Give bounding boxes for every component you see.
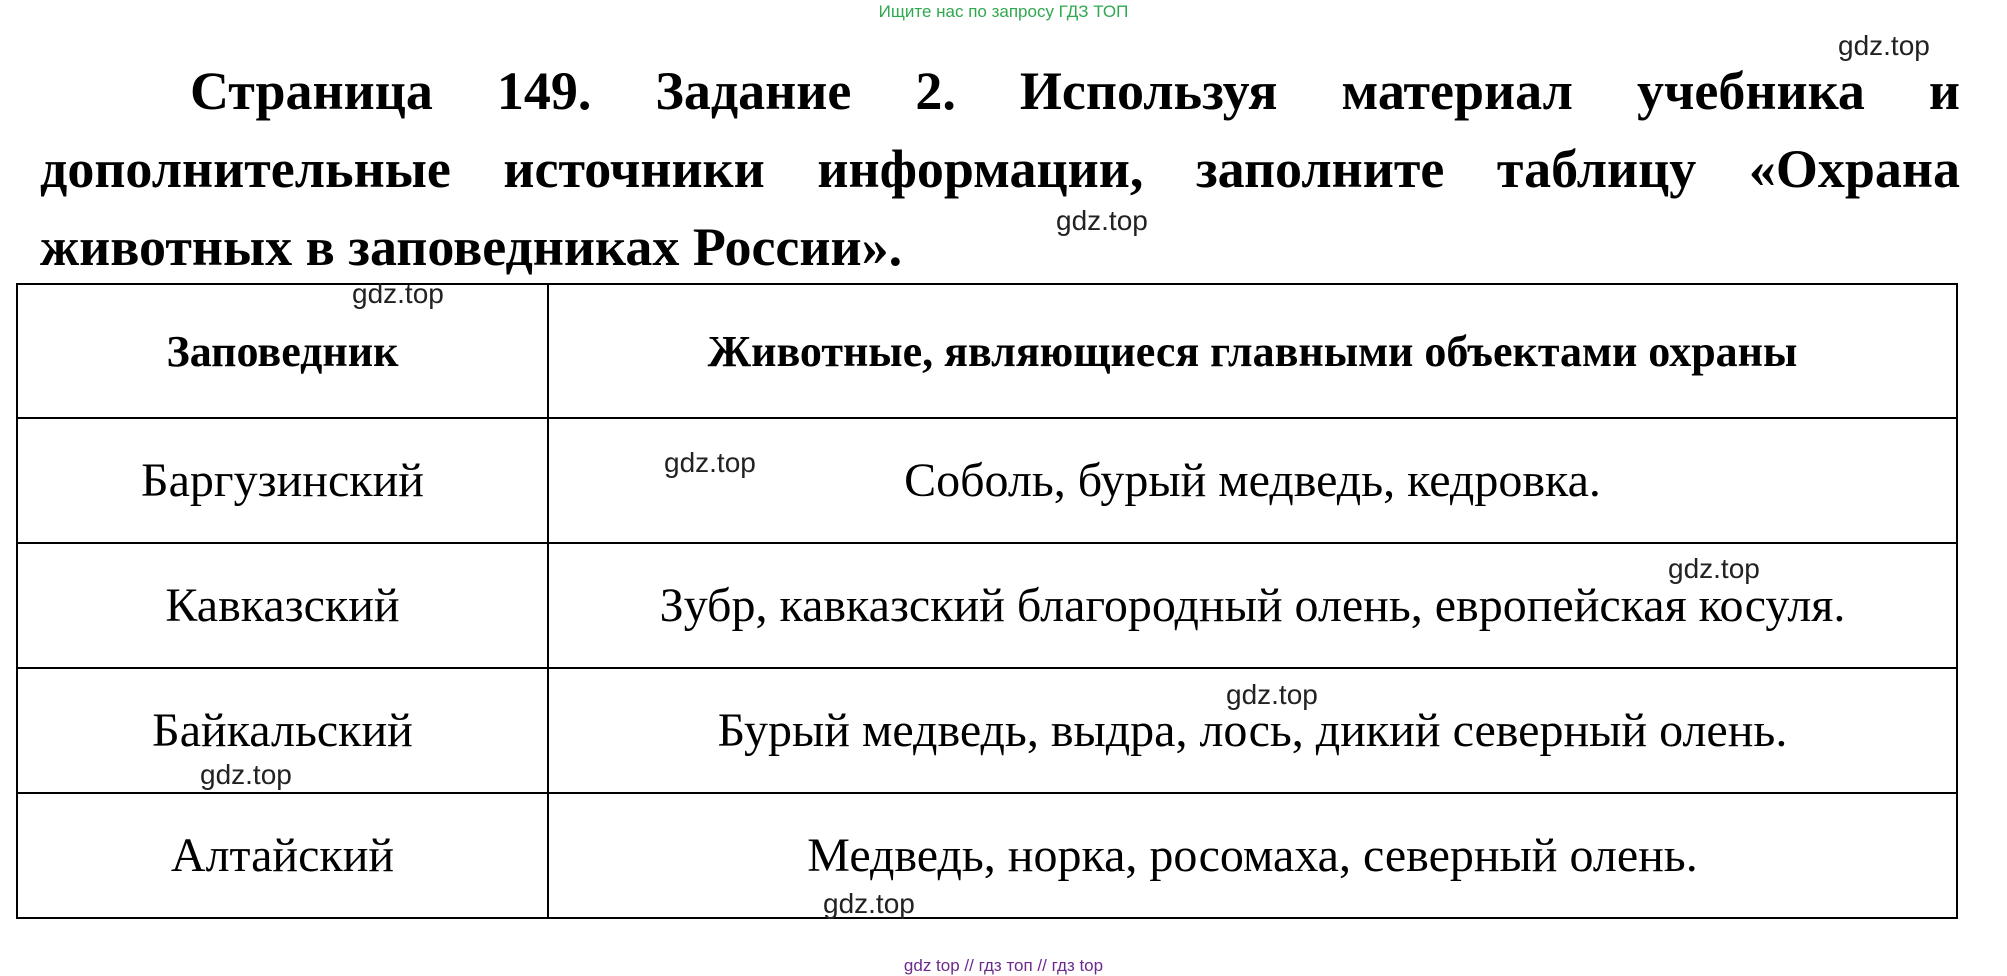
table-row xyxy=(17,668,1957,793)
watermark: gdz.top xyxy=(1056,205,1148,236)
protected-animals: Зубр, кавказский благородный олень, европейская косуля. xyxy=(548,543,1957,668)
reserve-name: Байкальский xyxy=(17,668,548,793)
table-row xyxy=(17,793,1957,918)
task-heading: Страница 149. Задание 2. Используя материал учебника и дополнительные источники информации, заполните таблицу «Охрана животных в заповедниках России». xyxy=(40,61,1960,277)
watermark: gdz.top xyxy=(352,278,444,309)
reserve-name: Баргузинский xyxy=(17,418,548,543)
watermark: gdz.top xyxy=(664,447,756,478)
watermark: gdz.top xyxy=(1838,30,1930,61)
reserve-name: Кавказский xyxy=(17,543,548,668)
header-reserve: Заповедник xyxy=(17,284,548,418)
footer-links[interactable]: gdz top // гдз топ // гдз top xyxy=(903,956,1104,975)
table-header-row xyxy=(17,284,1957,418)
protected-animals: Медведь, норка, росомаха, северный олень. xyxy=(548,793,1957,918)
search-banner: Ищите нас по запросу ГДЗ ТОП xyxy=(878,2,1129,21)
protected-animals: Соболь, бурый медведь, кедровка. xyxy=(548,418,1957,543)
header-animals: Животные, являющиеся главными объектами охраны xyxy=(548,284,1957,418)
watermark: gdz.top xyxy=(823,888,915,919)
watermark: gdz.top xyxy=(1226,679,1318,710)
watermark: gdz.top xyxy=(1668,553,1760,584)
reserves-table xyxy=(16,283,1958,919)
table-row xyxy=(17,543,1957,668)
table-row xyxy=(17,418,1957,543)
protected-animals: Бурый медведь, выдра, лось, дикий северный олень. xyxy=(548,668,1957,793)
reserve-name: Алтайский xyxy=(17,793,548,918)
watermark: gdz.top xyxy=(200,759,292,790)
